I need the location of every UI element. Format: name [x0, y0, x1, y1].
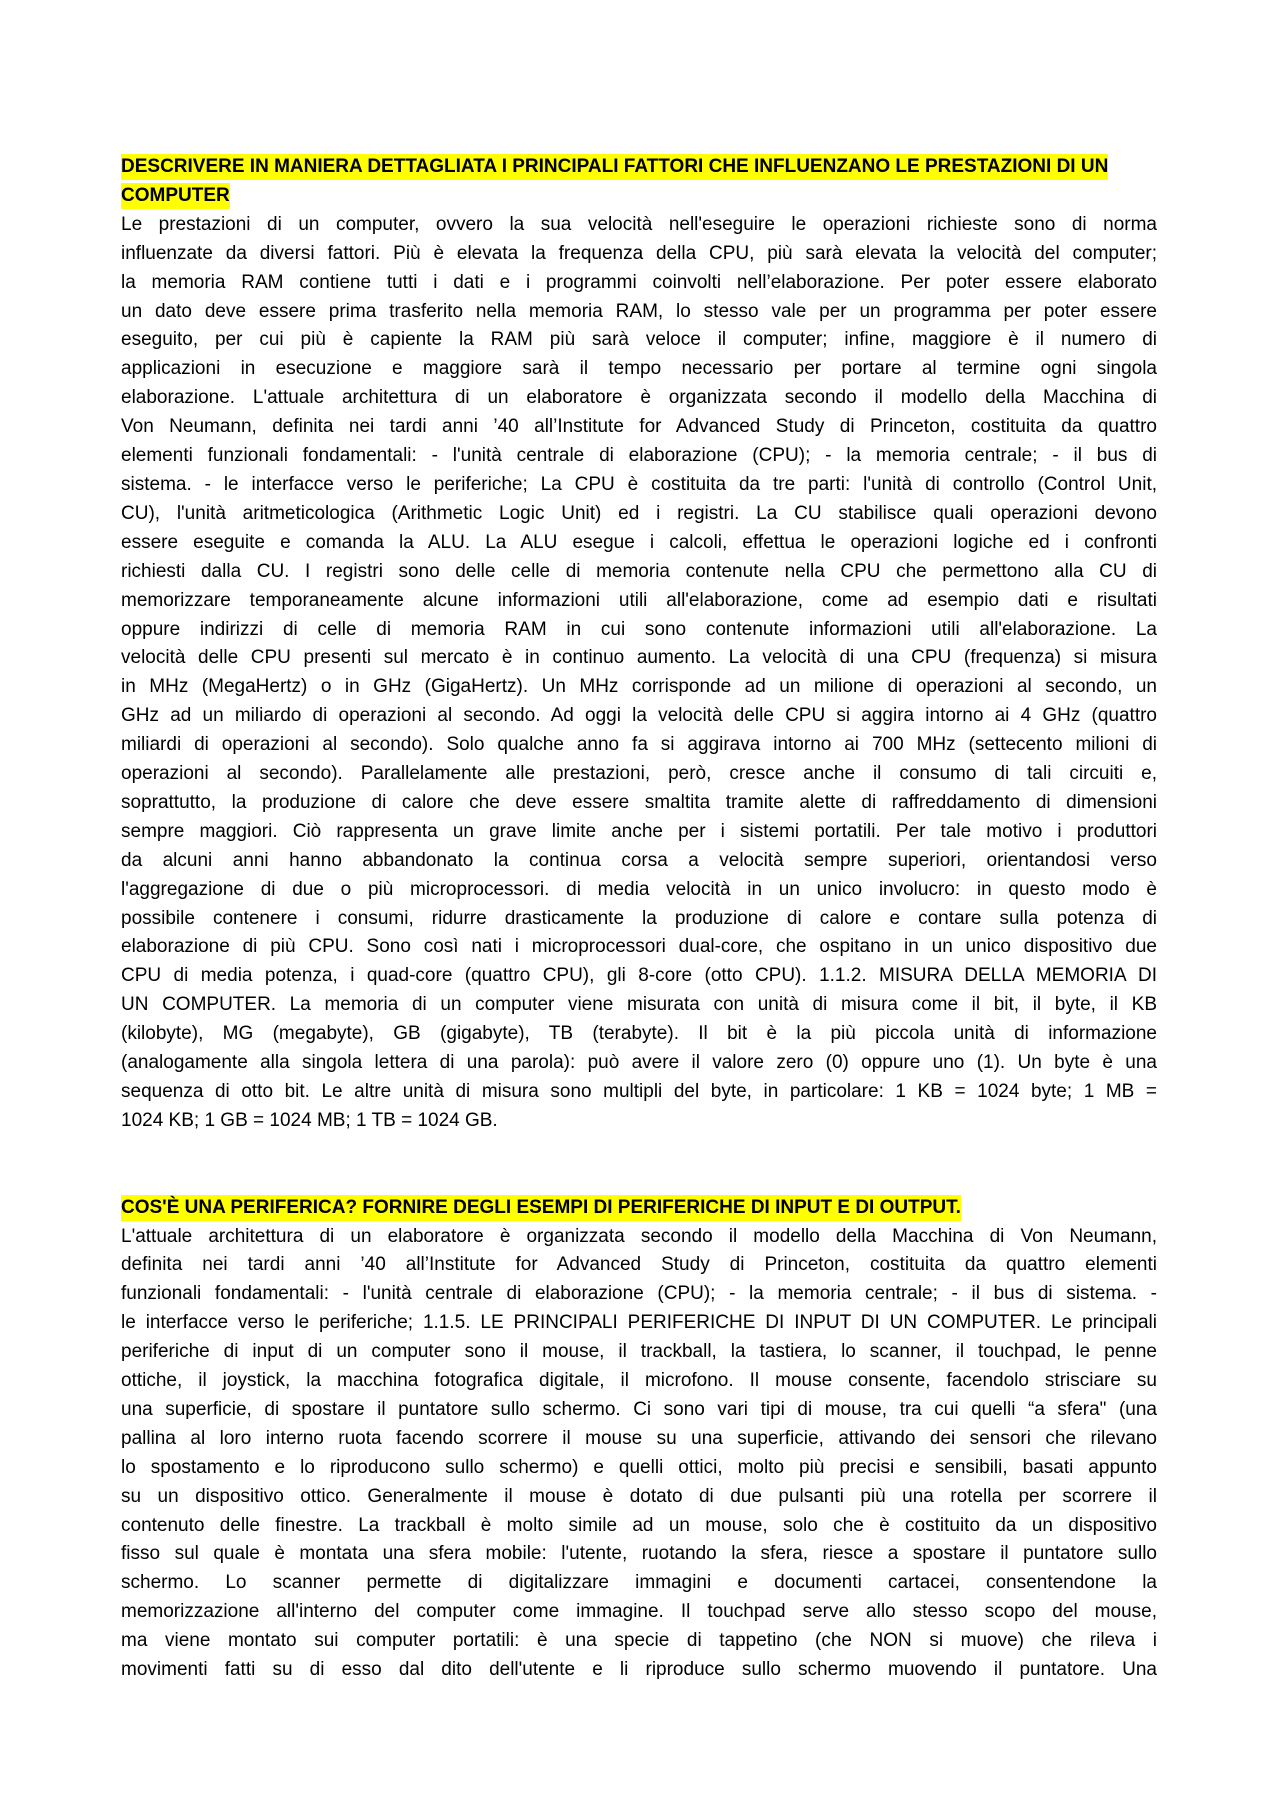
text-line: applicazioni in esecuzione e maggiore sarà il tempo necessario per portare al termine ogni singola — [121, 358, 1157, 380]
text-line: influenzate da diversi fattori. Più è elevata la frequenza della CPU, più sarà elevata la velocità del computer; — [121, 242, 1157, 264]
text-line: schermo. Lo scanner permette di digitalizzare immagini e documenti cartacei, consentendone la — [121, 1572, 1157, 1594]
text-line: Von Neumann, definita nei tardi anni ’40 all’Institute for Advanced Study di Princeton, costituita da quattro — [121, 416, 1157, 438]
text-line: lo spostamento e lo riproducono sullo schermo) e quelli ottici, molto più precisi e sensibili, basati appunto — [121, 1456, 1157, 1478]
text-line: su un dispositivo ottico. Generalmente il mouse è dotato di due pulsanti più una rotella per scorrere il — [121, 1485, 1157, 1507]
text-line: memorizzare temporaneamente alcune informazioni utili all'elaborazione, come ad esempio dati e risultati — [121, 589, 1157, 611]
text-line: richiesti dalla CU. I registri sono delle celle di memoria contenute nella CPU che permettono alla CU di — [121, 560, 1157, 582]
text-line: (analogamente alla singola lettera di una parola): può avere il valore zero (0) oppure uno (1). Un byte è una — [121, 1052, 1157, 1074]
text-line: contenuto delle finestre. La trackball è molto simile ad un mouse, solo che è costituito da un dispositivo — [121, 1514, 1157, 1536]
text-line: un dato deve essere prima trasferito nella memoria RAM, lo stesso vale per un programma per poter essere — [121, 300, 1157, 322]
text-line: oppure indirizzi di celle di memoria RAM in cui sono contenute informazioni utili all'elaborazione. La — [121, 618, 1157, 640]
text-line: (kilobyte), MG (megabyte), GB (gigabyte), TB (terabyte). Il bit è la più piccola unità di informazione — [121, 1023, 1157, 1045]
text-line: definita nei tardi anni ’40 all’Institute for Advanced Study di Princeton, costituita da quattro elementi — [121, 1254, 1157, 1276]
text-line: periferiche di input di un computer sono il mouse, il trackball, la tastiera, lo scanner, il touchpad, le penne — [121, 1341, 1157, 1363]
text-line: essere eseguite e comanda la ALU. La ALU esegue i calcoli, effettua le operazioni logiche ed i confronti — [121, 531, 1157, 553]
text-line: GHz ad un miliardo di operazioni al secondo. Ad oggi la velocità delle CPU si aggira intorno ai 4 GHz (quattro — [121, 705, 1157, 727]
text-line: CPU di media potenza, i quad-core (quattro CPU), gli 8-core (otto CPU). 1.1.2. MISURA DELLA MEMORIA DI — [121, 965, 1157, 987]
section-heading — [121, 1194, 1157, 1223]
text-line: pallina al loro interno ruota facendo scorrere il mouse su una superficie, attivando dei sensori che rilevano — [121, 1427, 1157, 1449]
section-heading — [121, 153, 1157, 211]
text-line: la memoria RAM contiene tutti i dati e i programmi coinvolti nell’elaborazione. Per poter essere elaborato — [121, 271, 1157, 293]
text-line: eseguito, per cui più è capiente la RAM più sarà veloce il computer; infine, maggiore è il numero di — [121, 329, 1157, 351]
text-line: in MHz (MegaHertz) o in GHz (GigaHertz). Un MHz corrisponde ad un milione di operazioni al secondo, un — [121, 676, 1157, 698]
text-line: elaborazione. L'attuale architettura di un elaboratore è organizzata secondo il modello della Macchina di — [121, 387, 1157, 409]
text-line: possibile contenere i consumi, ridurre drasticamente la produzione di calore e contare sulla potenza di — [121, 907, 1157, 929]
text-line: movimenti fatti su di esso dal dito dell'utente e li riproduce sullo schermo muovendo il puntatore. Una — [121, 1659, 1157, 1681]
text-line: fisso sul quale è montata una sfera mobile: l'utente, ruotando la sfera, riesce a spostare il puntatore sullo — [121, 1543, 1157, 1565]
text-line: sempre maggiori. Ciò rappresenta un grave limite anche per i sistemi portatili. Per tale motivo i produttori — [121, 820, 1157, 842]
text-line: soprattutto, la produzione di calore che deve essere smaltita tramite alette di raffreddamento di dimensioni — [121, 791, 1157, 813]
text-line: Le prestazioni di un computer, ovvero la sua velocità nell'eseguire le operazioni richieste sono di norma — [121, 213, 1157, 235]
section-peripherals — [121, 1194, 1157, 1685]
text-line: operazioni al secondo). Parallelamente alle prestazioni, però, cresce anche il consumo di tali circuiti e, — [121, 763, 1157, 785]
text-line: L'attuale architettura di un elaboratore è organizzata secondo il modello della Macchina di Von Neumann, — [121, 1225, 1157, 1247]
text-line: UN COMPUTER. La memoria di un computer viene misurata con unità di misura come il bit, il byte, il KB — [121, 994, 1157, 1016]
document-body — [121, 153, 1157, 1685]
text-line: una superficie, di spostare il puntatore sullo schermo. Ci sono vari tipi di mouse, tra cui quelli “a sfera" (una — [121, 1398, 1157, 1420]
section-performance-factors — [121, 153, 1157, 1136]
text-line: ottiche, il joystick, la macchina fotografica digitale, il microfono. Il mouse consente, facendolo strisciare su — [121, 1370, 1157, 1392]
text-line: 1024 KB; 1 GB = 1024 MB; 1 TB = 1024 GB. — [121, 1109, 498, 1131]
text-line: da alcuni anni hanno abbandonato la continua corsa a velocità sempre superiori, orientandosi verso — [121, 849, 1157, 871]
paragraph — [121, 211, 1157, 1136]
text-line: elementi funzionali fondamentali: - l'unità centrale di elaborazione (CPU); - la memoria centrale; - il bus di — [121, 445, 1157, 467]
text-line: elaborazione di più CPU. Sono così nati i microprocessori dual-core, che ospitano in un unico dispositivo due — [121, 936, 1157, 958]
paragraph — [121, 1223, 1157, 1686]
text-line: velocità delle CPU presenti sul mercato è in continuo aumento. La velocità di una CPU (frequenza) si misura — [121, 647, 1157, 669]
text-line: l'aggregazione di due o più microprocessori. di media velocità in un unico involucro: in questo modo è — [121, 878, 1157, 900]
highlighted-heading-text: DESCRIVERE IN MANIERA DETTAGLIATA I PRINCIPALI FATTORI CHE INFLUENZANO LE PRESTAZIONI DI UN COMPUTER — [121, 154, 1108, 209]
text-line: funzionali fondamentali: - l'unità centrale di elaborazione (CPU); - la memoria centrale; - il bus di sistema. - — [121, 1283, 1157, 1305]
text-line: sequenza di otto bit. Le altre unità di misura sono multipli del byte, in particolare: 1 KB = 1024 byte; 1 MB = — [121, 1081, 1157, 1102]
highlighted-heading-text: COS'È UNA PERIFERICA? FORNIRE DEGLI ESEMPI DI PERIFERICHE DI INPUT E DI OUTPUT. — [121, 1195, 961, 1221]
text-line: ma viene montato sui computer portatili: è una specie di tappetino (che NON si muove) che rileva i — [121, 1630, 1157, 1652]
text-line: le interfacce verso le periferiche; 1.1.5. LE PRINCIPALI PERIFERICHE DI INPUT DI UN COMPUTER. Le principali — [121, 1312, 1157, 1334]
text-line: memorizzazione all'interno del computer come immagine. Il touchpad serve allo stesso scopo del mouse, — [121, 1601, 1157, 1623]
text-line: sistema. - le interfacce verso le periferiche; La CPU è costituita da tre parti: l'unità di controllo (Control Unit, — [121, 473, 1157, 495]
text-line: CU), l'unità aritmeticologica (Arithmetic Logic Unit) ed i registri. La CU stabilisce quali operazioni devono — [121, 502, 1157, 524]
text-line: miliardi di operazioni al secondo). Solo qualche anno fa si aggirava intorno ai 700 MHz (settecento milioni di — [121, 734, 1157, 756]
